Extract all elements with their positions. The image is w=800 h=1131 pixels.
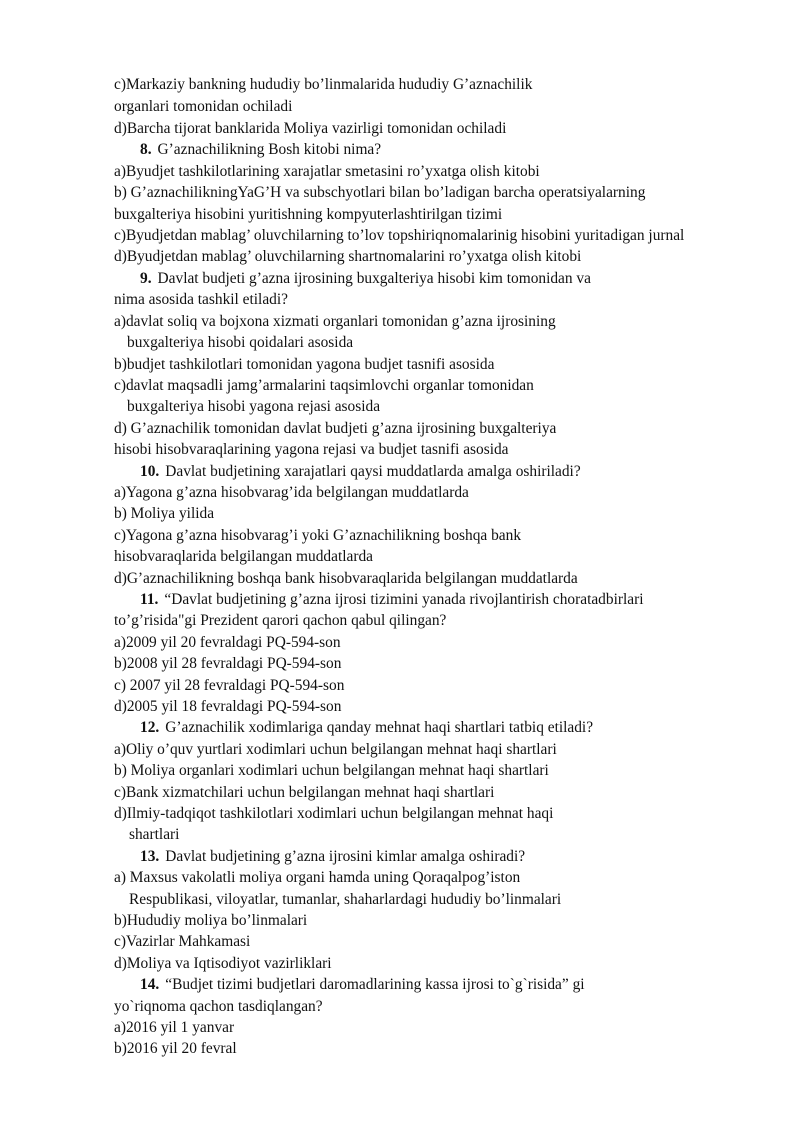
- answer-line: d)Byudjetdan mablag’ oluvchilarning shartnomalarini ro’yxatga olish kitobi: [114, 248, 582, 265]
- question-text: G’aznachilikning Bosh kitobi nima?: [157, 141, 382, 158]
- question-number: 11.: [140, 591, 159, 608]
- answer-line: a)2009 yil 20 fevraldagi PQ-594-son: [114, 634, 341, 651]
- question-text: Davlat budjeti g’azna ijrosining buxgalteriya hisobi kim tomonidan va: [157, 270, 591, 287]
- answer-line: a)2016 yil 1 yanvar: [114, 1019, 235, 1036]
- answer-line: d)G’aznachilikning boshqa bank hisobvaraqlarida belgilangan muddatlarda: [114, 570, 578, 587]
- answer-line: c)Yagona g’azna hisobvarag’i yoki G’aznachilikning boshqa bank: [114, 527, 522, 544]
- answer-line: d)Moliya va Iqtisodiyot vazirliklari: [114, 955, 332, 972]
- answer-line: b) Moliya yilida: [114, 505, 215, 522]
- question-13: [140, 848, 525, 866]
- answer-line: b)Hududiy moliya bo’linmalari: [114, 912, 308, 929]
- answer-line: c)Byudjetdan mablag’ oluvchilarning to’lov topshiriqnomalarinig hisobini yuritadigan jurnal: [114, 227, 685, 244]
- answer-line: b) G’aznachilikningYaG’H va subschyotlari bilan bo’ladigan barcha operatsiyalarning: [114, 184, 646, 201]
- answer-line: c)davlat maqsadli jamg’armalarini taqsimlovchi organlar tomonidan: [114, 377, 534, 394]
- answer-line: d)2005 yil 18 fevraldagi PQ-594-son: [114, 698, 342, 715]
- answer-line: c)Vazirlar Mahkamasi: [114, 933, 251, 950]
- question-10: [140, 463, 581, 481]
- question-9: [140, 270, 591, 288]
- answer-line: d)Ilmiy-tadqiqot tashkilotlari xodimlari uchun belgilangan mehnat haqi: [114, 805, 554, 822]
- answer-line: buxgalteriya hisobi yagona rejasi asosida: [127, 398, 381, 415]
- answer-line: yo`riqnoma qachon tasdiqlangan?: [114, 998, 323, 1015]
- answer-line: hisobi hisobvaraqlarining yagona rejasi va budjet tasnifi asosida: [114, 441, 509, 458]
- answer-line: d) G’aznachilik tomonidan davlat budjeti g’azna ijrosining buxgalteriya: [114, 420, 557, 437]
- question-text: G’aznachilik xodimlariga qanday mehnat haqi shartlari tatbiq etiladi?: [165, 719, 594, 736]
- question-number: 14.: [140, 976, 160, 993]
- question-text: Davlat budjetining g’azna ijrosini kimlar amalga oshiradi?: [165, 848, 526, 865]
- answer-line: c) 2007 yil 28 fevraldagi PQ-594-son: [114, 677, 345, 694]
- question-number: 10.: [140, 463, 160, 480]
- answer-line: b) Moliya organlari xodimlari uchun belgilangan mehnat haqi shartlari: [114, 762, 549, 779]
- answer-line: Respublikasi, viloyatlar, tumanlar, shaharlardagi hududiy bo’linmalari: [129, 891, 562, 908]
- question-12: [140, 719, 593, 737]
- answer-line: c)Bank xizmatchilari uchun belgilangan mehnat haqi shartlari: [114, 784, 495, 801]
- question-text: “Davlat budjetining g’azna ijrosi tizimini yanada rivojlantirish choratadbirlari: [164, 591, 644, 608]
- question-text: “Budjet tizimi budjetlari daromadlarining kassa ijrosi to`g`risida” gi: [165, 976, 585, 993]
- answer-line: d)Barcha tijorat banklarida Moliya vazirligi tomonidan ochiladi: [114, 120, 507, 137]
- answer-line: a) Maxsus vakolatli moliya organi hamda uning Qoraqalpog’iston: [114, 869, 521, 886]
- question-number: 9.: [140, 270, 152, 287]
- answer-line: shartlari: [129, 826, 180, 843]
- answer-line: b)2008 yil 28 fevraldagi PQ-594-son: [114, 655, 342, 672]
- question-11: [140, 591, 643, 609]
- question-14: [140, 976, 585, 994]
- answer-line: nima asosida tashkil etiladi?: [114, 291, 288, 308]
- answer-line: organlari tomonidan ochiladi: [114, 98, 293, 115]
- answer-line: b)2016 yil 20 fevral: [114, 1040, 237, 1057]
- question-text: Davlat budjetining xarajatlari qaysi muddatlarda amalga oshiriladi?: [165, 463, 581, 480]
- answer-line: buxgalteriya hisobi qoidalari asosida: [127, 334, 354, 351]
- question-number: 12.: [140, 719, 160, 736]
- question-number: 8.: [140, 141, 152, 158]
- answer-line: a)davlat soliq va bojxona xizmati organlari tomonidan g’azna ijrosining: [114, 313, 556, 330]
- answer-line: hisobvaraqlarida belgilangan muddatlarda: [114, 548, 373, 565]
- answer-line: a)Yagona g’azna hisobvarag’ida belgilangan muddatlarda: [114, 484, 469, 501]
- question-8: [140, 141, 381, 159]
- question-number: 13.: [140, 848, 160, 865]
- answer-line: b)budjet tashkilotlari tomonidan yagona budjet tasnifi asosida: [114, 356, 495, 373]
- answer-line: a)Oliy o’quv yurtlari xodimlari uchun belgilangan mehnat haqi shartlari: [114, 741, 557, 758]
- answer-line: buxgalteriya hisobini yuritishning kompyuterlashtirilgan tizimi: [114, 206, 503, 223]
- answer-line: a)Byudjet tashkilotlarining xarajatlar smetasini ro’yxatga olish kitobi: [114, 163, 540, 180]
- answer-line: c)Markaziy bankning hududiy bo’linmalarida hududiy G’aznachilik: [114, 76, 533, 93]
- answer-line: to’g’risida"gi Prezident qarori qachon qabul qilingan?: [114, 612, 447, 629]
